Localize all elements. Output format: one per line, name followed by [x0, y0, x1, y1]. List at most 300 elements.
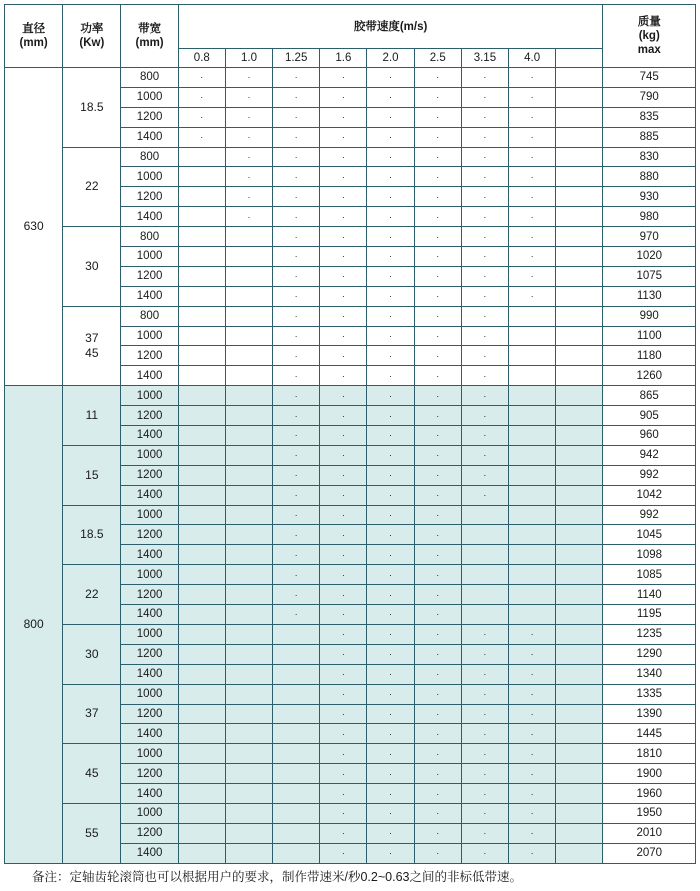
speed-available-cell: ·: [367, 644, 414, 664]
belt-width-cell: 1000: [121, 803, 178, 823]
speed-available-cell: ·: [509, 684, 556, 704]
speed-available-cell: ·: [414, 187, 461, 207]
speed-available-cell: ·: [414, 565, 461, 585]
speed-available-cell: ·: [461, 107, 508, 127]
speed-available-cell: ·: [320, 366, 367, 386]
speed-empty-cell: [556, 187, 603, 207]
speed-col-header: 0.8: [178, 49, 225, 68]
speed-available-cell: ·: [414, 147, 461, 167]
speed-available-cell: ·: [320, 704, 367, 724]
speed-available-cell: ·: [461, 784, 508, 804]
speed-col-header: 1.25: [273, 49, 320, 68]
speed-available-cell: ·: [367, 426, 414, 446]
belt-width-cell: 1000: [121, 684, 178, 704]
belt-width-cell: 1400: [121, 545, 178, 565]
speed-available-cell: ·: [414, 87, 461, 107]
speed-empty-cell: [178, 565, 225, 585]
belt-width-cell: 1400: [121, 724, 178, 744]
table-row: [5, 744, 696, 764]
speed-empty-cell: [556, 505, 603, 525]
belt-width-cell: 1400: [121, 605, 178, 625]
belt-width-header: 带宽 (mm): [121, 5, 178, 68]
speed-available-cell: ·: [461, 326, 508, 346]
speed-available-cell: ·: [461, 247, 508, 267]
weight-cell: 1045: [603, 525, 696, 545]
speed-available-cell: ·: [273, 227, 320, 247]
speed-available-cell: ·: [509, 724, 556, 744]
speed-col-header: 3.15: [461, 49, 508, 68]
speed-available-cell: ·: [273, 565, 320, 585]
speed-available-cell: ·: [178, 107, 225, 127]
speed-available-cell: ·: [461, 465, 508, 485]
speed-empty-cell: [225, 266, 272, 286]
belt-width-cell: 1400: [121, 286, 178, 306]
speed-col-header: [556, 49, 603, 68]
speed-empty-cell: [178, 247, 225, 267]
belt-width-cell: 1200: [121, 465, 178, 485]
speed-available-cell: ·: [461, 406, 508, 426]
speed-available-cell: ·: [273, 107, 320, 127]
spec-table: [4, 4, 696, 864]
weight-cell: 1260: [603, 366, 696, 386]
speed-available-cell: ·: [320, 87, 367, 107]
speed-available-cell: ·: [509, 147, 556, 167]
speed-available-cell: ·: [414, 784, 461, 804]
weight-cell: 2010: [603, 823, 696, 843]
weight-cell: 1100: [603, 326, 696, 346]
speed-available-cell: ·: [509, 784, 556, 804]
belt-width-cell: 1200: [121, 644, 178, 664]
speed-available-cell: ·: [461, 147, 508, 167]
weight-cell: 942: [603, 445, 696, 465]
speed-empty-cell: [225, 724, 272, 744]
speed-empty-cell: [225, 326, 272, 346]
speed-available-cell: ·: [461, 167, 508, 187]
speed-empty-cell: [273, 784, 320, 804]
speed-empty-cell: [225, 843, 272, 863]
speed-empty-cell: [178, 366, 225, 386]
belt-width-cell: 1200: [121, 266, 178, 286]
speed-empty-cell: [225, 386, 272, 406]
speed-empty-cell: [556, 525, 603, 545]
table-row: [5, 68, 696, 88]
speed-available-cell: ·: [273, 406, 320, 426]
power-cell: 22: [63, 565, 121, 625]
table-body: [5, 68, 696, 864]
speed-empty-cell: [509, 465, 556, 485]
speed-empty-cell: [556, 784, 603, 804]
speed-empty-cell: [225, 545, 272, 565]
speed-available-cell: ·: [367, 684, 414, 704]
belt-width-cell: 1000: [121, 167, 178, 187]
speed-available-cell: ·: [367, 207, 414, 227]
speed-empty-cell: [509, 485, 556, 505]
speed-available-cell: ·: [461, 266, 508, 286]
speed-available-cell: ·: [509, 843, 556, 863]
belt-width-cell: 1400: [121, 664, 178, 684]
speed-available-cell: ·: [367, 485, 414, 505]
belt-width-cell: 800: [121, 306, 178, 326]
speed-available-cell: ·: [461, 803, 508, 823]
speed-available-cell: ·: [320, 147, 367, 167]
speed-empty-cell: [178, 227, 225, 247]
speed-available-cell: ·: [320, 68, 367, 88]
speed-empty-cell: [556, 803, 603, 823]
power-cell: 22: [63, 147, 121, 227]
speed-empty-cell: [556, 744, 603, 764]
weight-cell: 970: [603, 227, 696, 247]
speed-available-cell: ·: [509, 803, 556, 823]
speed-empty-cell: [178, 545, 225, 565]
speed-available-cell: ·: [320, 406, 367, 426]
belt-width-cell: 1400: [121, 784, 178, 804]
speed-available-cell: ·: [273, 605, 320, 625]
speed-available-cell: ·: [461, 386, 508, 406]
speed-col-header: 2.0: [367, 49, 414, 68]
speed-available-cell: ·: [461, 764, 508, 784]
speed-available-cell: ·: [367, 68, 414, 88]
speed-available-cell: ·: [320, 465, 367, 485]
belt-width-cell: 1400: [121, 127, 178, 147]
speed-empty-cell: [556, 426, 603, 446]
speed-empty-cell: [225, 823, 272, 843]
speed-empty-cell: [556, 386, 603, 406]
speed-empty-cell: [509, 306, 556, 326]
speed-empty-cell: [509, 326, 556, 346]
weight-cell: 1195: [603, 605, 696, 625]
speed-available-cell: ·: [367, 167, 414, 187]
speed-empty-cell: [556, 207, 603, 227]
speed-available-cell: ·: [367, 247, 414, 267]
belt-width-cell: 1400: [121, 485, 178, 505]
belt-width-cell: 800: [121, 147, 178, 167]
speed-empty-cell: [509, 406, 556, 426]
speed-available-cell: ·: [414, 346, 461, 366]
speed-available-cell: ·: [461, 227, 508, 247]
speed-available-cell: ·: [273, 366, 320, 386]
speed-available-cell: ·: [178, 127, 225, 147]
speed-available-cell: ·: [178, 68, 225, 88]
speed-available-cell: ·: [320, 127, 367, 147]
speed-empty-cell: [273, 744, 320, 764]
speed-available-cell: ·: [320, 684, 367, 704]
speed-available-cell: ·: [461, 426, 508, 446]
power-cell: 11: [63, 386, 121, 446]
speed-available-cell: ·: [414, 545, 461, 565]
speed-available-cell: ·: [367, 346, 414, 366]
speed-empty-cell: [509, 545, 556, 565]
speed-empty-cell: [556, 585, 603, 605]
speed-available-cell: ·: [414, 406, 461, 426]
table-row: [5, 227, 696, 247]
speed-available-cell: ·: [367, 823, 414, 843]
speed-empty-cell: [273, 644, 320, 664]
speed-empty-cell: [178, 167, 225, 187]
speed-empty-cell: [273, 624, 320, 644]
speed-available-cell: ·: [414, 585, 461, 605]
speed-available-cell: ·: [414, 605, 461, 625]
power-cell: 18.5: [63, 505, 121, 565]
power-header: 功率 (Kw): [63, 5, 121, 68]
weight-cell: 885: [603, 127, 696, 147]
speed-available-cell: ·: [320, 585, 367, 605]
speed-available-cell: ·: [461, 624, 508, 644]
speed-col-header: 1.0: [225, 49, 272, 68]
speed-available-cell: ·: [320, 664, 367, 684]
speed-available-cell: ·: [273, 505, 320, 525]
speed-available-cell: ·: [367, 227, 414, 247]
speed-empty-cell: [273, 724, 320, 744]
speed-empty-cell: [509, 366, 556, 386]
speed-empty-cell: [556, 68, 603, 88]
speed-empty-cell: [556, 286, 603, 306]
speed-empty-cell: [178, 724, 225, 744]
speed-available-cell: ·: [509, 247, 556, 267]
speed-empty-cell: [225, 704, 272, 724]
weight-cell: 980: [603, 207, 696, 227]
belt-width-cell: 1000: [121, 565, 178, 585]
speed-available-cell: ·: [367, 545, 414, 565]
speed-empty-cell: [225, 406, 272, 426]
belt-width-cell: 1200: [121, 346, 178, 366]
weight-cell: 1180: [603, 346, 696, 366]
speed-available-cell: ·: [509, 664, 556, 684]
speed-empty-cell: [225, 605, 272, 625]
speed-empty-cell: [225, 227, 272, 247]
speed-empty-cell: [509, 565, 556, 585]
speed-available-cell: ·: [367, 306, 414, 326]
speed-available-cell: ·: [273, 207, 320, 227]
speed-col-header: 4.0: [509, 49, 556, 68]
speed-empty-cell: [225, 426, 272, 446]
speed-available-cell: ·: [461, 744, 508, 764]
speed-empty-cell: [225, 306, 272, 326]
belt-width-cell: 800: [121, 68, 178, 88]
speed-empty-cell: [273, 704, 320, 724]
weight-cell: 1098: [603, 545, 696, 565]
weight-cell: 865: [603, 386, 696, 406]
speed-empty-cell: [509, 525, 556, 545]
diameter-header: 直径 (mm): [5, 5, 63, 68]
speed-available-cell: ·: [273, 545, 320, 565]
speed-available-cell: ·: [320, 445, 367, 465]
speed-empty-cell: [556, 326, 603, 346]
belt-width-cell: 1400: [121, 207, 178, 227]
belt-width-cell: 800: [121, 227, 178, 247]
weight-cell: 1235: [603, 624, 696, 644]
speed-header: 胶带速度(m/s): [178, 5, 603, 49]
speed-available-cell: ·: [414, 704, 461, 724]
speed-available-cell: ·: [367, 605, 414, 625]
speed-available-cell: ·: [320, 525, 367, 545]
speed-col-header: 2.5: [414, 49, 461, 68]
speed-empty-cell: [556, 167, 603, 187]
speed-available-cell: ·: [320, 605, 367, 625]
weight-cell: 1020: [603, 247, 696, 267]
speed-empty-cell: [225, 525, 272, 545]
power-cell: 37 45: [63, 306, 121, 386]
speed-empty-cell: [273, 764, 320, 784]
power-cell: 30: [63, 624, 121, 684]
speed-empty-cell: [556, 227, 603, 247]
speed-available-cell: ·: [509, 207, 556, 227]
speed-available-cell: ·: [461, 684, 508, 704]
speed-available-cell: ·: [320, 744, 367, 764]
speed-empty-cell: [556, 127, 603, 147]
speed-available-cell: ·: [414, 127, 461, 147]
speed-available-cell: ·: [273, 127, 320, 147]
speed-available-cell: ·: [414, 286, 461, 306]
belt-width-cell: 1000: [121, 624, 178, 644]
speed-empty-cell: [178, 465, 225, 485]
speed-empty-cell: [225, 624, 272, 644]
weight-cell: 790: [603, 87, 696, 107]
weight-cell: 880: [603, 167, 696, 187]
speed-available-cell: ·: [509, 644, 556, 664]
speed-empty-cell: [178, 784, 225, 804]
speed-empty-cell: [556, 366, 603, 386]
speed-empty-cell: [225, 684, 272, 704]
speed-available-cell: ·: [414, 684, 461, 704]
speed-available-cell: ·: [414, 803, 461, 823]
speed-empty-cell: [225, 366, 272, 386]
weight-header: 质量 (kg) max: [603, 5, 696, 68]
speed-available-cell: ·: [461, 286, 508, 306]
speed-available-cell: ·: [320, 485, 367, 505]
weight-cell: 1130: [603, 286, 696, 306]
speed-available-cell: ·: [414, 485, 461, 505]
speed-empty-cell: [225, 247, 272, 267]
speed-empty-cell: [461, 525, 508, 545]
speed-available-cell: ·: [320, 286, 367, 306]
table-row: [5, 803, 696, 823]
speed-empty-cell: [273, 803, 320, 823]
speed-available-cell: ·: [273, 386, 320, 406]
weight-cell: 1085: [603, 565, 696, 585]
speed-available-cell: ·: [414, 386, 461, 406]
table-row: [5, 306, 696, 326]
speed-available-cell: ·: [273, 68, 320, 88]
speed-available-cell: ·: [225, 167, 272, 187]
speed-available-cell: ·: [273, 346, 320, 366]
speed-available-cell: ·: [367, 386, 414, 406]
speed-available-cell: ·: [320, 823, 367, 843]
speed-available-cell: ·: [367, 366, 414, 386]
speed-available-cell: ·: [273, 187, 320, 207]
speed-empty-cell: [178, 266, 225, 286]
speed-available-cell: ·: [320, 426, 367, 446]
speed-available-cell: ·: [509, 107, 556, 127]
speed-empty-cell: [178, 605, 225, 625]
speed-available-cell: ·: [320, 306, 367, 326]
weight-cell: 1390: [603, 704, 696, 724]
speed-empty-cell: [461, 545, 508, 565]
speed-available-cell: ·: [509, 187, 556, 207]
speed-available-cell: ·: [320, 505, 367, 525]
speed-available-cell: ·: [414, 426, 461, 446]
speed-empty-cell: [178, 445, 225, 465]
speed-empty-cell: [178, 823, 225, 843]
speed-empty-cell: [225, 465, 272, 485]
speed-available-cell: ·: [461, 644, 508, 664]
speed-available-cell: ·: [225, 107, 272, 127]
speed-available-cell: ·: [320, 386, 367, 406]
belt-width-cell: 1000: [121, 326, 178, 346]
speed-empty-cell: [509, 386, 556, 406]
speed-available-cell: ·: [367, 525, 414, 545]
speed-available-cell: ·: [509, 823, 556, 843]
speed-available-cell: ·: [320, 624, 367, 644]
speed-available-cell: ·: [509, 624, 556, 644]
speed-empty-cell: [273, 664, 320, 684]
speed-available-cell: ·: [273, 266, 320, 286]
speed-available-cell: ·: [461, 704, 508, 724]
speed-available-cell: ·: [461, 68, 508, 88]
table-header: [5, 5, 696, 68]
speed-empty-cell: [556, 624, 603, 644]
belt-width-cell: 1000: [121, 505, 178, 525]
table-row: [5, 565, 696, 585]
weight-cell: 960: [603, 426, 696, 446]
speed-empty-cell: [225, 445, 272, 465]
speed-available-cell: ·: [367, 87, 414, 107]
speed-empty-cell: [178, 624, 225, 644]
speed-empty-cell: [556, 406, 603, 426]
speed-available-cell: ·: [509, 764, 556, 784]
speed-empty-cell: [178, 664, 225, 684]
speed-empty-cell: [178, 803, 225, 823]
speed-available-cell: ·: [414, 465, 461, 485]
speed-available-cell: ·: [414, 366, 461, 386]
speed-empty-cell: [225, 286, 272, 306]
weight-cell: 1290: [603, 644, 696, 664]
speed-available-cell: ·: [273, 585, 320, 605]
speed-available-cell: ·: [461, 724, 508, 744]
speed-available-cell: ·: [414, 68, 461, 88]
speed-empty-cell: [178, 704, 225, 724]
speed-available-cell: ·: [273, 306, 320, 326]
belt-width-cell: 1000: [121, 445, 178, 465]
speed-available-cell: ·: [225, 127, 272, 147]
weight-cell: 1042: [603, 485, 696, 505]
speed-empty-cell: [461, 605, 508, 625]
belt-width-cell: 1200: [121, 704, 178, 724]
diameter-cell: 800: [5, 386, 63, 863]
speed-available-cell: ·: [414, 525, 461, 545]
speed-empty-cell: [461, 505, 508, 525]
speed-available-cell: ·: [320, 764, 367, 784]
speed-available-cell: ·: [367, 465, 414, 485]
speed-available-cell: ·: [273, 247, 320, 267]
speed-available-cell: ·: [414, 207, 461, 227]
speed-empty-cell: [509, 426, 556, 446]
speed-available-cell: ·: [273, 465, 320, 485]
speed-available-cell: ·: [509, 704, 556, 724]
weight-cell: 1950: [603, 803, 696, 823]
speed-available-cell: ·: [225, 87, 272, 107]
speed-available-cell: ·: [225, 68, 272, 88]
speed-available-cell: ·: [273, 286, 320, 306]
speed-empty-cell: [178, 426, 225, 446]
speed-available-cell: ·: [320, 644, 367, 664]
speed-available-cell: ·: [273, 87, 320, 107]
speed-available-cell: ·: [509, 266, 556, 286]
speed-available-cell: ·: [320, 326, 367, 346]
speed-empty-cell: [556, 605, 603, 625]
speed-available-cell: ·: [367, 266, 414, 286]
weight-cell: 1810: [603, 744, 696, 764]
table-row: [5, 147, 696, 167]
